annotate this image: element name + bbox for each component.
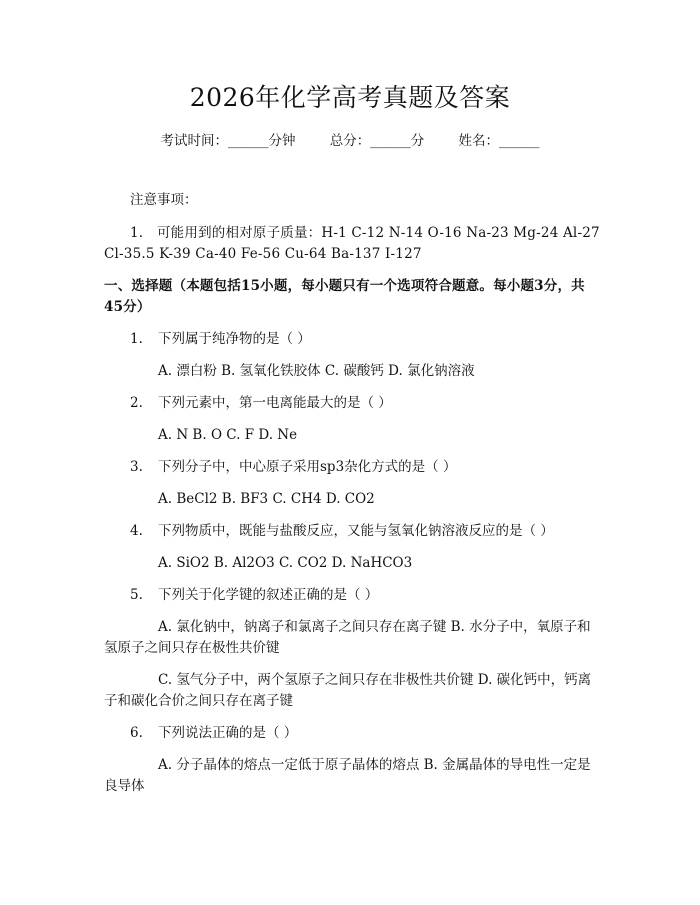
question-number: 3. xyxy=(130,459,143,475)
question-text: 下列物质中，既能与盐酸反应，又能与氢氧化钠溶液反应的是（ ） xyxy=(158,523,554,539)
exam-time-label: 考试时间：______分钟 xyxy=(160,133,296,149)
question-text: 下列分子中，中心原子采用sp3杂化方式的是（ ） xyxy=(158,459,457,475)
notice-item: 1. 可能用到的相对原子质量：H-1 C-12 N-14 O-16 Na-23 Mg-24 Al-27 Cl-35.5 K-39 Ca-40 Fe-56 Cu-64 Ba-137 I-127 xyxy=(104,225,600,262)
question-stem xyxy=(104,457,600,478)
question-text: 下列属于纯净物的是（ ） xyxy=(158,331,311,347)
question-options: A. 分子晶体的熔点一定低于原子晶体的熔点 B. 金属晶体的导电性一定是良导体 xyxy=(104,757,591,794)
question-number: 6. xyxy=(130,725,143,741)
question-number: 5. xyxy=(130,587,143,603)
total-score-label: 总分：______分 xyxy=(329,133,425,149)
question-options: A. 漂白粉 B. 氢氧化铁胶体 C. 碳酸钙 D. 氯化钠溶液 xyxy=(158,363,475,379)
question-number: 1. xyxy=(130,331,143,347)
question-text: 下列说法正确的是（ ） xyxy=(158,725,298,741)
name-label: 姓名：______ xyxy=(458,133,540,149)
section-heading: 一、选择题（本题包括15小题，每小题只有一个选项符合题意。每小题3分，共45分） xyxy=(104,278,585,315)
question-options: A. SiO2 B. Al2O3 C. CO2 D. NaHCO3 xyxy=(158,555,413,571)
question-number: 4. xyxy=(130,523,143,539)
exam-meta-line xyxy=(0,130,700,152)
question-text: 下列元素中，第一电离能最大的是（ ） xyxy=(158,395,392,411)
question-options: A. N B. O C. F D. Ne xyxy=(158,427,298,443)
question-number: 2. xyxy=(130,395,143,411)
notice-heading: 注意事项： xyxy=(130,192,198,208)
question-options: A. 氯化钠中，钠离子和氯离子之间只存在离子键 B. 水分子中，氧原子和氢原子之间只存在极性共价键 xyxy=(104,619,591,656)
question-options: A. BeCl2 B. BF3 C. CH4 D. CO2 xyxy=(158,491,375,507)
question-stem xyxy=(104,585,600,606)
question-stem xyxy=(104,521,600,542)
question-options: C. 氢气分子中，两个氢原子之间只存在非极性共价键 D. 碳化钙中，钙离子和碳化合价之间只存在离子键 xyxy=(104,672,592,709)
question-stem xyxy=(104,723,600,744)
question-stem xyxy=(104,329,600,350)
exam-body xyxy=(104,190,600,808)
page-title: 2026年化学高考真题及答案 xyxy=(189,83,511,112)
question-text: 下列关于化学键的叙述正确的是（ ） xyxy=(158,587,379,603)
question-stem xyxy=(104,393,600,414)
